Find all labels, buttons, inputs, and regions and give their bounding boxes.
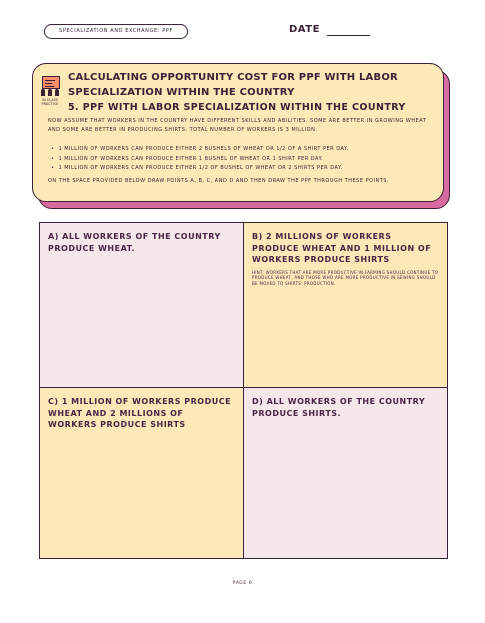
cell-b-hint: HINT: WORKERS THAT ARE MORE PRODUCTIVE IN FARMING SHOULD CONTINUE TO PRODUCE WHEAT, AND THOSE WHO ARE MORE PRODUCTIVE IN SEWING SHOULD BE MOVED TO SHIRTS' PRODUCTION. [252, 269, 439, 286]
cell-d-label: D) ALL WORKERS OF THE COUNTRY PRODUCE SHIRTS. [252, 397, 426, 418]
instruction-text: ON THE SPACE PROVIDED BELOW DRAW POINTS A, B, C, AND D AND THEN DRAW THE PPF THROUGH THESE POINTS. [48, 178, 390, 184]
list-item: • 1 MILLION OF WORKERS CAN PRODUCE EITHER 1/2 OF BUSHEL OF WHEAT OR 2 SHIRTS PER DAY. [51, 164, 431, 174]
cell-d[interactable] [244, 388, 447, 558]
cell-a[interactable] [40, 223, 243, 387]
class-practice-icon [42, 76, 60, 89]
topic-label: SPECIALIZATION AND EXCHANGE: PPF [44, 24, 188, 39]
worker-list [51, 145, 431, 174]
cell-b-label: B) 2 MILLIONS OF WORKERS PRODUCE WHEAT AND 1 MILLION OF WORKERS PRODUCE SHIRTS [252, 232, 432, 264]
date-label: DATE [289, 24, 320, 35]
list-item: • 1 MILLION OF WORKERS CAN PRODUCE EITHER 1 BUSHEL OF WHEAT OR 1 SHIRT PER DAY. [51, 155, 431, 165]
practice-card [32, 63, 444, 202]
date-input-line[interactable] [327, 35, 370, 36]
cell-b[interactable] [244, 223, 447, 387]
intro-text: NOW ASSUME THAT WORKERS IN THE COUNTRY HAVE DIFFERENT SKILLS AND ABILITIES. SOME ARE BETTER IN GROWING WHEAT AND SOME ARE BETTER IN PRODUCING SHIRTS. TOTAL NUMBER OF WORKERS IS 3 MILLION. [48, 118, 427, 133]
cell-c-label: C) 1 MILLION OF WORKERS PRODUCE WHEAT AND 2 MILLIONS OF WORKERS PRODUCE SHIRTS [48, 397, 232, 429]
grid-divider-horizontal [40, 387, 447, 388]
cell-a-label: A) ALL WORKERS OF THE COUNTRY PRODUCE WHEAT. [48, 232, 221, 253]
list-item: • 1 MILLION OF WORKERS CAN PRODUCE EITHER 2 BUSHELS OF WHEAT OR 1/2 OF A SHIRT PER DAY. [51, 145, 431, 155]
people-icon [40, 89, 62, 97]
card-subtitle: 5. PPF WITH LABOR SPECIALIZATION WITHIN THE COUNTRY [68, 102, 406, 113]
card-title: CALCULATING OPPORTUNITY COST FOR PPF WITH LABOR SPECIALIZATION WITHIN THE COUNTRY [68, 72, 398, 98]
answer-grid [39, 222, 448, 559]
page-number: PAGE 6 [232, 581, 253, 586]
cell-c[interactable] [40, 388, 243, 558]
grid-divider-vertical [243, 223, 244, 558]
icon-caption: IN CLASS PRACTICE [41, 98, 59, 106]
